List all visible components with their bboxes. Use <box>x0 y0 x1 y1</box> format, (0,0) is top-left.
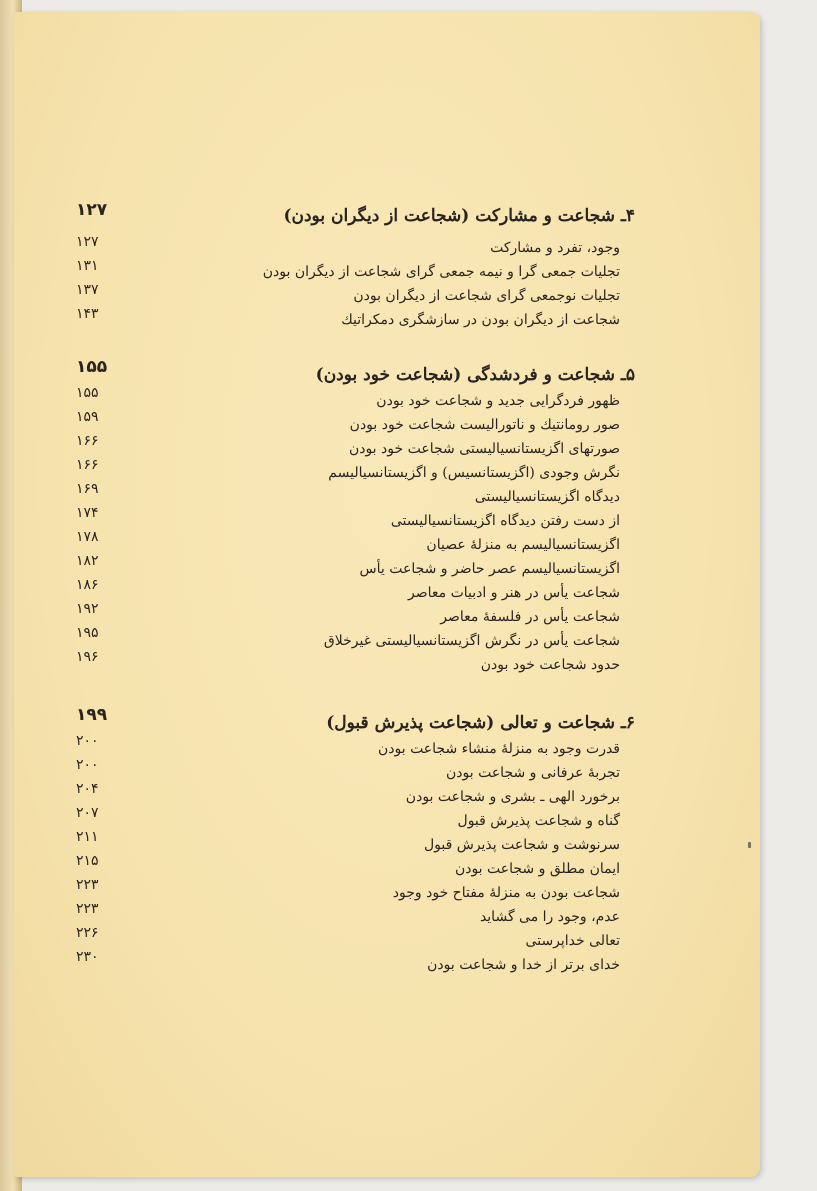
toc-entry: شجاعت یأس در نگرش اگزیستانسیالیستی غیرخلاق <box>323 633 620 649</box>
toc-entry: تعالی خداپرستی <box>525 933 620 949</box>
toc-entry: نگرش وجودی (اگزیستانسیس) و اگزیستانسیالیسم <box>328 465 620 481</box>
toc-entry: برخورد الهی ـ بشری و شجاعت بودن <box>405 789 620 805</box>
section-4-heading: ۴ـ شجاعت و مشارکت (شجاعت از دیگران بودن) <box>283 206 635 226</box>
toc-entry-page: ۲۱۱ <box>76 829 99 845</box>
section-4-page: ۱۲۷ <box>76 200 108 220</box>
toc-entry-page: ۱۵۹ <box>76 409 99 425</box>
toc-entry-page: ۱۶۶ <box>76 457 99 473</box>
section-5-heading: ۵ـ شجاعت و فردشدگی (شجاعت خود بودن) <box>315 365 635 385</box>
toc-entry-page: ۱۵۵ <box>76 385 99 401</box>
toc-entry: صور رومانتیك و ناتورالیست شجاعت خود بودن <box>349 417 620 433</box>
toc-entry-page: ۲۰۷ <box>76 805 99 821</box>
toc-entry-page: ۲۲۶ <box>76 925 99 941</box>
toc-entry: تجلیات جمعی گرا و نیمه جمعی گرای شجاعت از دیگران بودن <box>262 264 620 280</box>
toc-entry: ظهور فردگرایی جدید و شجاعت خود بودن <box>376 393 620 409</box>
toc-entry-page: ۲۰۰ <box>76 757 99 773</box>
toc-entry: دیدگاه اگزیستانسیالیستی <box>474 489 620 505</box>
toc-entry: خدای برتر از خدا و شجاعت بودن <box>427 957 620 973</box>
toc-entry-page: ۱۶۹ <box>76 481 99 497</box>
toc-entry-page: ۲۳۰ <box>76 949 99 965</box>
toc-entry-page: ۱۴۳ <box>76 306 99 322</box>
toc-entry: شجاعت یأس در هنر و ادبیات معاصر <box>408 585 620 601</box>
toc-entry-page: ۱۳۱ <box>76 258 99 274</box>
toc-entry: وجود، تفرد و مشارکت <box>490 240 620 256</box>
toc-entry: حدود شجاعت خود بودن <box>480 657 620 673</box>
toc-entry: شجاعت بودن به منزلهٔ مفتاح خود وجود <box>392 885 620 901</box>
toc-entry-page: ۱۷۴ <box>76 505 99 521</box>
toc-entry: تجلیات نوجمعی گرای شجاعت از دیگران بودن <box>353 288 620 304</box>
toc-entry: قدرت وجود به منزلهٔ منشاء شجاعت بودن <box>377 741 620 757</box>
toc-entry-page: ۱۷۸ <box>76 529 99 545</box>
section-6-page: ۱۹۹ <box>76 705 108 725</box>
toc-entry-page: ۱۶۶ <box>76 433 99 449</box>
toc-entry-page: ۱۲۷ <box>76 234 99 250</box>
toc-entry: صورتهای اگزیستانسیالیستی شجاعت خود بودن <box>348 441 620 457</box>
toc-entry: اگزیستانسیالیسم به منزلهٔ عصیان <box>426 537 620 553</box>
toc-entry: شجاعت از دیگران بودن در سازشگری دمکراتیك <box>341 312 620 328</box>
toc-entry-page: ۲۲۳ <box>76 901 99 917</box>
toc-entry: از دست رفتن دیدگاه اگزیستانسیالیستی <box>390 513 620 529</box>
toc-entry: شجاعت یأس در فلسفهٔ معاصر <box>440 609 620 625</box>
section-6-heading: ۶ـ شجاعت و تعالی (شجاعت پذیرش قبول) <box>326 713 635 733</box>
toc-entry: ایمان مطلق و شجاعت بودن <box>454 861 620 877</box>
toc-entry-page: ۲۰۰ <box>76 733 99 749</box>
toc-entry-page: ۲۲۳ <box>76 877 99 893</box>
toc-entry: سرنوشت و شجاعت پذیرش قبول <box>423 837 620 853</box>
toc-entry: تجربهٔ عرفانی و شجاعت بودن <box>445 765 620 781</box>
section-5-page: ۱۵۵ <box>76 357 108 377</box>
toc-entry-page: ۲۱۵ <box>76 853 99 869</box>
toc-entry-page: ۱۳۷ <box>76 282 99 298</box>
toc-entry-page: ۲۰۴ <box>76 781 99 797</box>
toc-entry: اگزیستانسیالیسم عصر حاضر و شجاعت یأس <box>359 561 620 577</box>
toc-entry-page: ۱۹۵ <box>76 625 99 641</box>
toc-entry: عدم، وجود را می گشاید <box>479 909 620 925</box>
toc-entry-page: ۱۹۲ <box>76 601 99 617</box>
paper-mark <box>748 842 751 848</box>
toc-entry-page: ۱۸۶ <box>76 577 99 593</box>
toc-entry: گناه و شجاعت پذیرش قبول <box>457 813 620 829</box>
toc-entry-page: ۱۸۲ <box>76 553 99 569</box>
book-page <box>14 12 760 1177</box>
toc-entry-page: ۱۹۶ <box>76 649 99 665</box>
